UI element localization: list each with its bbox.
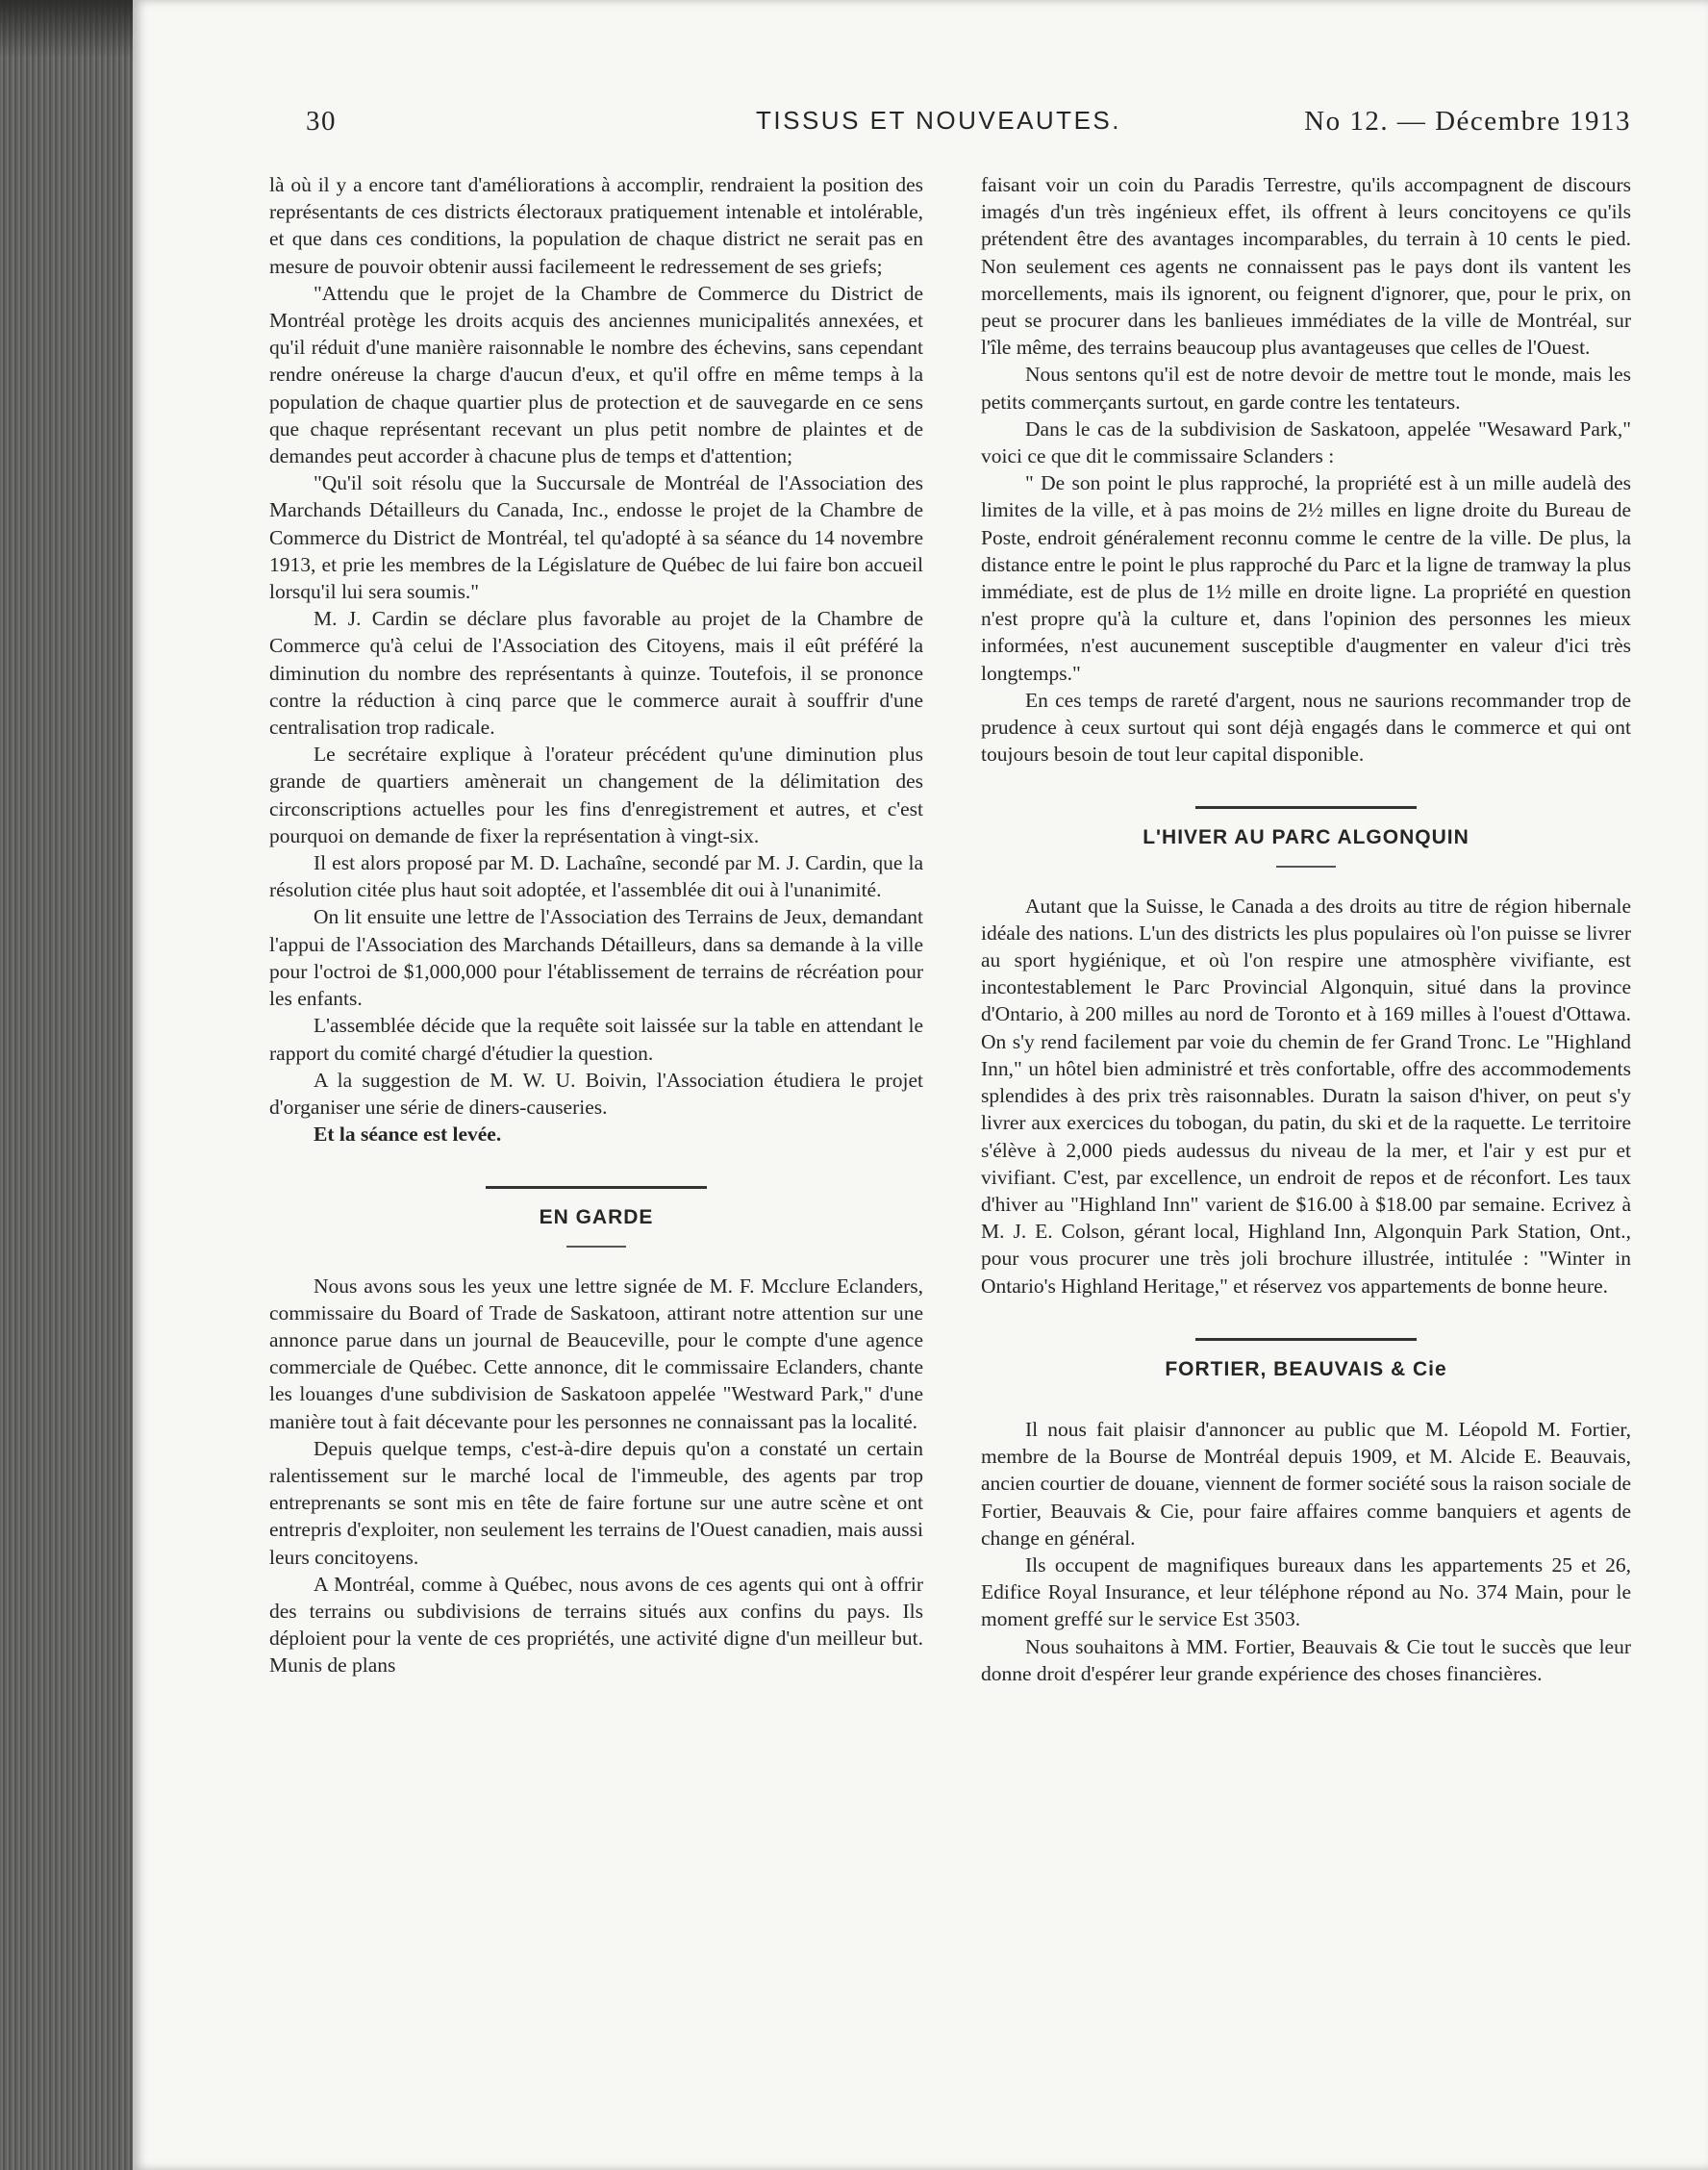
page-number: 30 (306, 106, 337, 137)
paragraph: Le secrétaire explique à l'orateur précédent qu'une diminution plus grande de quartiers amènerait un changement de la délimitation des circonscriptions actuelles pour les fins d'enregistrement et autres, et c'est pourquoi on demande de fixer la représentation à vingt-six. (269, 743, 923, 847)
paragraph: là où il y a encore tant d'améliorations à accomplir, rendraient la position des représentants de ces districts électoraux pratiquement intenable et intolérable, et que dans ces conditions, la population de chaque district ne serait pas en mesure de pouvoir obtenir aussi facilemeent le redressement de ses griefs; (269, 173, 923, 278)
paragraph: On lit ensuite une lettre de l'Association des Terrains de Jeux, demandant l'appui de l'Association des Marchands Détailleurs, dans sa demande à la ville pour l'octroi de $1,000,000 pour l'établissement de terrains de récréation pour les enfants. (269, 905, 923, 1011)
journal-title: TISSUS ET NOUVEAUTES. (756, 106, 1121, 135)
section-divider (1195, 806, 1417, 809)
paragraph: Il nous fait plaisir d'annoncer au public que M. Léopold M. Fortier, membre de la Bourse de Montréal depuis 1909, et M. Alcide E. Beauvais, ancien courtier de douane, viennent de former société sous la raison sociale de Fortier, Beauvais & Cie, pour faire affaires comme banquiers et agents de change en général. (981, 1417, 1631, 1550)
issue-label: No 12. — Décembre 1913 (1304, 106, 1631, 137)
heading-underline (1276, 866, 1336, 868)
paragraph: M. J. Cardin se déclare plus favorable au projet de la Chambre de Commerce qu'à celui de l'Association des Citoyens, mais il eût préféré la diminution du nombre des représentants à quinze. Toutefois, il se prononce contre la réduction à cinq parce que le commerce aurait à souffrir d'une centralisation trop radicale. (269, 607, 923, 740)
left-column (269, 171, 923, 1679)
paragraph: L'assemblée décide que la requête soit laissée sur la table en attendant le rapport du comité chargé d'étudier la question. (269, 1014, 923, 1065)
paragraph: Nous avons sous les yeux une lettre signée de M. F. Mcclure Eclanders, commissaire du Board of Trade de Saskatoon, attirant notre attention sur une annonce parue dans un journal de Beauceville, pour le compte d'une agence commerciale de Québec. Cette annonce, dit le commissaire Eclanders, chante les louanges d'une subdivision de Saskatoon appelée "Westward Park," d'une manière tout à fait décevante pour les personnes ne connaissant pas la localité. (269, 1274, 923, 1433)
quoted-paragraph: " De son point le plus rapproché, la propriété est à un mille audelà des limites de la ville, et à pas moins de 2½ milles en ligne droite du Bureau de Poste, endroit généralement reconnu comme le centre de la ville. De plus, la distance entre le point le plus rapproché du Parc et la ligne de tramway la plus immédiate, est de plus de 1½ mille en droite ligne. La propriété en question n'est propre qu'à la culture et, dans l'opinion des personnes les mieux informées, n'est aucunement susceptible d'augmenter en valeur d'ici très longtemps." (981, 471, 1631, 685)
paragraph: Nous sentons qu'il est de notre devoir de mettre tout le monde, mais les petits commerçants surtout, en garde contre les tentateurs. (981, 363, 1631, 414)
page-header (306, 106, 1631, 154)
paragraph: "Qu'il soit résolu que la Succursale de Montréal de l'Association des Marchands Détailleurs du Canada, Inc., endosse le projet de la Chambre de Commerce du District de Montréal, tel qu'adopté à sa séance du 14 novembre 1913, et prie les membres de la Législature de Québec de lui faire bon accueil lorsqu'il lui sera soumis." (269, 471, 923, 604)
right-column (981, 171, 1631, 1687)
paragraph: Ils occupent de magnifiques bureaux dans les appartements 25 et 26, Edifice Royal Insurance, et leur téléphone répond au No. 374 Main, pour le moment greffé sur le service Est 3503. (981, 1552, 1631, 1631)
paragraph: Dans le cas de la subdivision de Saskatoon, appelée "Wesaward Park," voici ce que dit le commissaire Sclanders : (981, 416, 1631, 468)
paragraph: En ces temps de rareté d'argent, nous ne saurions recommander trop de prudence à ceux surtout qui sont déjà engagés dans le commerce et qui ont toujours besoin de tout leur capital disponible. (981, 688, 1631, 767)
section-heading-hiver-algonquin: L'HIVER AU PARC ALGONQUIN (1143, 826, 1469, 849)
book-binding-edge (0, 0, 135, 2170)
paragraph: Autant que la Suisse, le Canada a des droits au titre de région hibernale idéale des nations. L'un des districts les plus populaires où l'on puisse se livrer au sport hygiénique, et où l'on respire une atmosphère vivifiante, est incontestablement le Parc Provincial Algonquin, situé dans la province d'Ontario, à 200 milles au nord de Toronto et à 169 milles à l'ouest d'Ottawa. On s'y rend facilement par voie du chemin de fer Grand Tronc. Le "Highland Inn," un hôtel bien administré et très confortable, offre des accommodements splendides à des prix très raisonnables. Duratn la saison d'hiver, on peut s'y livrer aux exercices du tobogan, du patin, du ski et de la raquette. Le territoire s'élève à 2,000 pieds audessus du niveau de la mer, et l'air y est pur et vivifiant. C'est, par excellence, un endroit de repos et de réconfort. Les taux d'hiver au "Highland Inn" varient de $16.00 à $18.00 par semaine. Ecrivez à M. J. E. Colson, gérant local, Highland Inn, Algonquin Park Station, Ont., pour vous procurer une très joli brochure illustrée, intitulée : "Winter in Ontario's Highland Heritage," et réservez vos appartements de bonne heure. (981, 894, 1631, 1298)
paragraph: Nous souhaitons à MM. Fortier, Beauvais & Cie tout le succès que leur donne droit d'espérer leur grande expérience des choses financières. (981, 1634, 1631, 1685)
heading-underline (1276, 1397, 1336, 1399)
heading-underline (566, 1246, 626, 1248)
paragraph: Et la séance est levée. (314, 1123, 502, 1147)
paragraph: A Montréal, comme à Québec, nous avons de ces agents qui ont à offrir des terrains ou subdivisions de terrains situés aux confins du pays. Ils déploient pour la vente de ces propriétés, une activité digne d'un meilleur but. Munis de plans (269, 1572, 923, 1678)
section-heading-fortier-beauvais: FORTIER, BEAUVAIS & Cie (1165, 1357, 1447, 1380)
paragraph: faisant voir un coin du Paradis Terrestre, qu'ils accompagnent de discours imagés d'un très ingénieux effet, ils offrent à leurs concitoyens ce qu'ils prétendent être des avantages incomparables, du terrain à 10 cents le pied. Non seulement ces agents ne connaissent pas le pays dont ils vantent les morcellements, mais ils ignorent, ou feignent d'ignorer, que, pour le prix, on peut se procurer dans les banlieues immédiates de la ville de Montréal, sur l'île même, des terrains beaucoup plus avantageuses que celles de l'Ouest. (981, 173, 1631, 360)
paragraph: Il est alors proposé par M. D. Lachaîne, secondé par M. J. Cardin, que la résolution citée plus haut soit adoptée, et l'assemblée dit oui à l'unanimité. (269, 851, 923, 902)
paragraph: A la suggestion de M. W. U. Boivin, l'Association étudiera le projet d'organiser une série de diners-causeries. (269, 1068, 923, 1119)
paragraph: "Attendu que le projet de la Chambre de Commerce du District de Montréal protège les droits acquis des anciennes municipalités annexées, et qu'il réduit d'une manière raisonnable le nombre des échevins, sans cependant rendre onéreuse la charge d'aucun d'eux, et qu'il offre en même temps à la population de chaque quartier plus de protection et de sauvegarde en ce sens que chaque représentant recevant un plus petit nombre de plaintes et de demandes peut accorder à chacune plus de temps et d'attention; (269, 281, 923, 468)
book-binding-shadow (0, 0, 135, 58)
paragraph: Depuis quelque temps, c'est-à-dire depuis qu'on a constaté un certain ralentissement sur le marché local de l'immeuble, des agents par trop entreprenants se sont mis en tête de faire fortune sur une autre scène et ont entrepris d'exploiter, non seulement les terrains de l'Ouest canadien, mais aussi leurs concitoyens. (269, 1436, 923, 1569)
section-divider (486, 1186, 707, 1189)
section-divider (1195, 1338, 1417, 1341)
section-heading-en-garde: EN GARDE (539, 1206, 654, 1229)
